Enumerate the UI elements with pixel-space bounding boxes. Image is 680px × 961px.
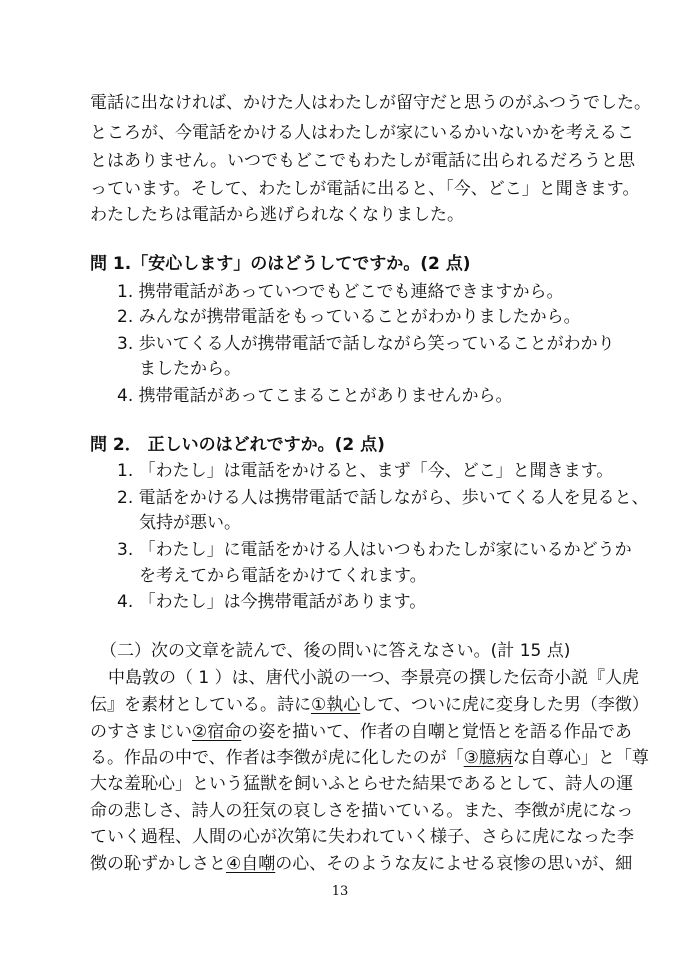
section-2-line: 徴の恥ずかしさと④自嘲の心、そのような友によせる哀惨の思いが、細: [90, 854, 633, 874]
underlined-term: ①執心: [311, 695, 361, 715]
passage-line: わたしたちは電話から逃げられなくなりました。: [90, 205, 464, 225]
question-2-title: 問 2． 正しいのはどれですか。(2 点): [90, 435, 385, 455]
question-1-option: 2. みんなが携帯電話をもっていることがわかりましたから。: [117, 307, 581, 327]
question-1-option: 3. 歩いてくる人が携帯電話で話しながら笑っていることがわかり: [117, 334, 615, 354]
section-2-line: 中島敦の（ 1 ）は、唐代小説の一つ、李景亮の撰した伝奇小説『人虎: [108, 668, 639, 688]
question-2-option: 1. 「わたし」は電話をかけると、まず「今、どこ」と聞きます。: [117, 461, 614, 481]
passage-line: 電話に出なければ、かけた人はわたしが留守だと思うのがふつうでした。: [90, 93, 651, 113]
question-1-option: 4. 携帯電話があってこまることがありませんから。: [117, 386, 513, 406]
section-2-line: 大な羞恥心」という猛獣を飼いふとらせた結果であるとして、詩人の運: [90, 774, 634, 794]
underlined-term: ④自嘲: [226, 854, 276, 874]
passage-line: っています。そして、わたしが電話に出ると、「今、どこ」と聞きます。: [90, 179, 640, 199]
section-2-line: 伝』を素材としている。詩に①執心して、ついに虎に変身した男（李徴）: [90, 695, 649, 715]
underlined-term: ②宿命: [192, 722, 242, 742]
question-2-option-continued: 気持が悪い。: [139, 513, 241, 533]
question-1-option: 1. 携帯電話があっていつでもどこでも連絡できますから。: [117, 282, 564, 302]
section-2-line: 命の悲しさ、詩人の狂気の哀しさを描いている。また、李徴が虎になっ: [90, 801, 634, 821]
question-2-option: 4. 「わたし」は今携帯電話があります。: [117, 592, 427, 612]
page-number: 13: [331, 884, 349, 899]
section-2-line: る。作品の中で、作者は李徴が虎に化したのが「③臆病な自尊心」と「尊: [90, 748, 649, 768]
section-2-heading: （二）次の文章を読んで、後の問いに答えなさい。(計 15 点): [100, 641, 571, 661]
question-1-option-continued: ましたから。: [139, 359, 241, 379]
question-2-option-continued: を考えてから電話をかけてくれます。: [139, 566, 427, 586]
question-2-option: 3. 「わたし」に電話をかける人はいつもわたしが家にいるかどうか: [117, 540, 632, 560]
passage-line: ところが、今電話をかける人はわたしが家にいるかいないかを考えるこ: [90, 123, 634, 143]
section-2-line: のすさまじい②宿命の姿を描いて、作者の自嘲と覚悟とを語る作品であ: [90, 722, 632, 742]
section-2-line: ていく過程、人間の心が次第に失われていく様子、さらに虎になった李: [90, 827, 634, 847]
question-2-option: 2. 電話をかける人は携帯電話で話しながら、歩いてくる人を見ると、: [117, 488, 649, 508]
passage-line: とはありません。いつでもどこでもわたしが電話に出られるだろうと思: [90, 151, 636, 171]
question-1-title: 問 1.「安心します」のはどうしてですか。(2 点): [90, 254, 471, 274]
underlined-term: ③臆病: [463, 748, 513, 768]
